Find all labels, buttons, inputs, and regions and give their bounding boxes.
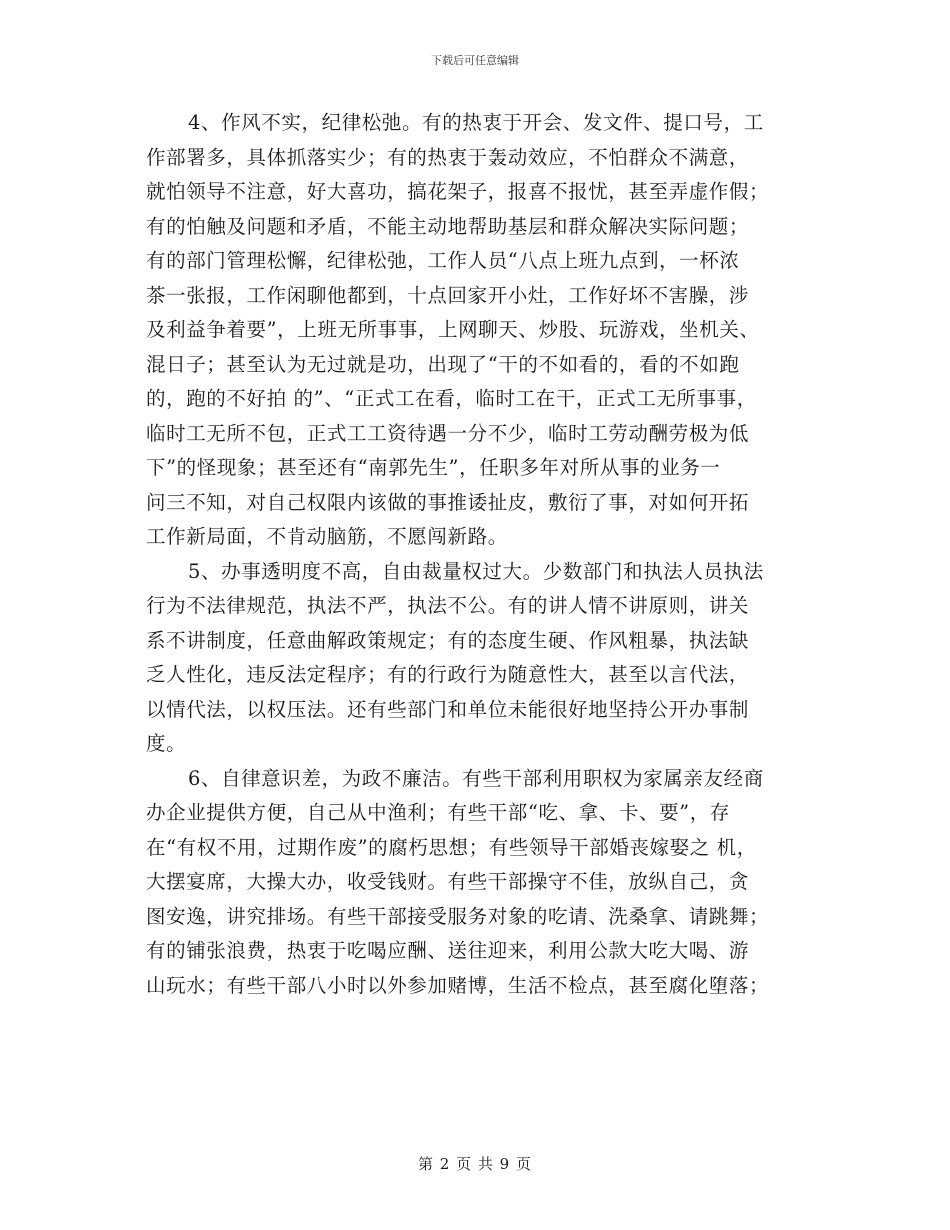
text-line: 工作新局面，不肯动脑筋，不愿闯新路。: [146, 525, 508, 548]
text-line: 以情代法，以权压法。还有些部门和单位未能很好地坚持公开办事制: [146, 697, 750, 721]
text-line: 有的怕触及问题和矛盾，不能主动地帮助基层和群众解决实际问题；: [146, 214, 750, 238]
page-number-footer: 第 2 页 共 9 页: [418, 1155, 532, 1173]
paragraph-6: [146, 762, 812, 1004]
text-line: 临时工无所不包，正式工工资待遇一分不少，临时工劳动酬劳极为低: [146, 421, 750, 445]
paragraph-5: [146, 555, 812, 762]
text-line: 6、自律意识差，为政不廉洁。有些干部利用职权为家属亲友经商: [188, 766, 764, 790]
text-line: 5、办事透明度不高，自由裁量权过大。少数部门和执法人员执法: [188, 559, 764, 583]
text-line: 山玩水；有些干部八小时以外参加赌博，生活不检点，甚至腐化堕落；: [146, 973, 770, 997]
text-line: 在“有权不用，过期作废”的腐朽思想；有些领导干部婚丧嫁娶之 机，: [146, 835, 757, 859]
document-body: [146, 106, 812, 1003]
text-line: 就怕领导不注意，好大喜功，搞花架子，报喜不报忧，甚至弄虚作假；: [146, 180, 770, 203]
text-line: 系不讲制度，任意曲解政策规定；有的态度生硬、作风粗暴，执法缺: [146, 628, 750, 652]
text-line: 大摆宴席，大操大办，收受钱财。有些干部操守不佳，放纵自己，贪: [146, 870, 750, 893]
text-line: 图安逸，讲究排场。有些干部接受服务对象的吃请、洗桑拿、请跳舞；: [146, 904, 770, 928]
text-line: 4、作风不实，纪律松弛。有的热衷于开会、发文件、提口号，工: [188, 111, 764, 134]
text-line: 问三不知，对自己权限内该做的事推诿扯皮，敷衍了事，对如何开拓: [146, 490, 750, 514]
page-header: 下载后可任意编辑: [431, 54, 519, 67]
text-line: 度。: [146, 732, 187, 755]
text-line: 有的铺张浪费，热衷于吃喝应酬、送往迎来，利用公款大吃大喝、游: [146, 939, 750, 962]
text-line: 下”的怪现象；甚至还有“南郭先生”，任职多年对所从事的业务一: [146, 456, 721, 479]
text-line: 混日子；甚至认为无过就是功，出现了“干的不如看的，看的不如跑: [146, 352, 740, 376]
text-line: 乏人性化，违反法定程序；有的行政行为随意性大，甚至以言代法，: [146, 663, 750, 686]
paragraph-4: [146, 106, 812, 555]
text-line: 茶一张报，工作闲聊他都到，十点回家开小灶，工作好坏不害臊，涉: [146, 283, 750, 307]
text-line: 有的部门管理松懈，纪律松弛，工作人员“八点上班九点到，一杯浓: [146, 249, 740, 272]
text-line: 行为不法律规范，执法不严，执法不公。有的讲人情不讲原则，讲关: [146, 594, 750, 617]
text-line: 办企业提供方便，自己从中渔利；有些干部“吃、拿、卡、要”，存: [146, 801, 730, 824]
text-line: 作部署多，具体抓落实少；有的热衷于轰动效应，不怕群众不满意，: [146, 145, 750, 169]
text-line: 及利益争着要”，上班无所事事，上网聊天、炒股、玩游戏，坐机关、: [146, 318, 760, 341]
text-line: 的，跑的不好拍 的”、“正式工在看，临时工在干，正式工无所事事，: [146, 387, 757, 410]
